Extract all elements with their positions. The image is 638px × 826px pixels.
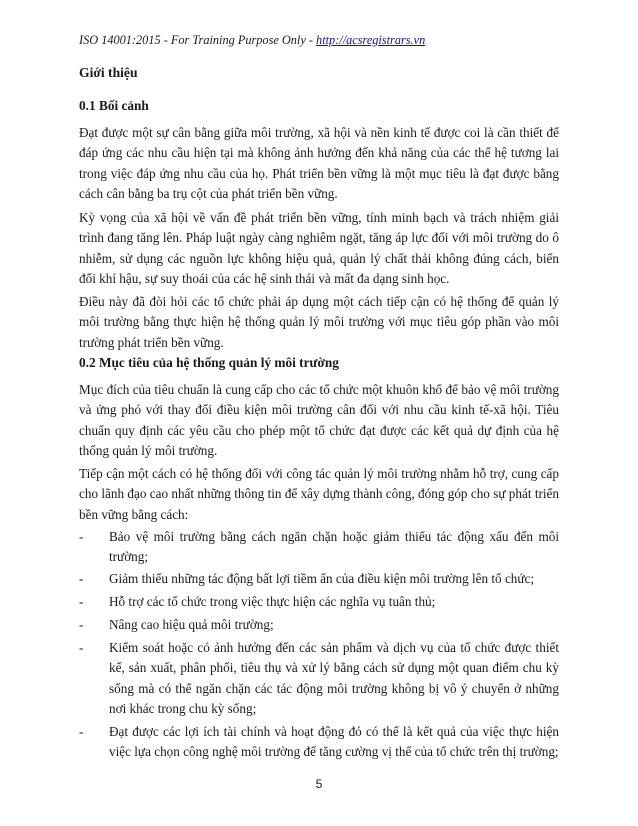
bullet-marker: -: [79, 571, 84, 586]
section-heading-context: 0.1 Bối cảnh: [79, 98, 149, 113]
section-heading-objectives: 0.2 Mục tiêu của hệ thống quản lý môi trường: [79, 355, 339, 370]
paragraph: Điều này đã đòi hỏi các tổ chức phải áp dụng một cách tiếp cận có hệ thống để quản lý môi trường bằng thực hiện hệ thống quản lý môi trường với mục tiêu góp phần vào môi trường phát triển bền vững.: [79, 294, 559, 350]
list-item: [79, 592, 559, 612]
bullet-marker: -: [79, 724, 84, 739]
list-item: [79, 722, 559, 763]
list-item-text: Nâng cao hiệu quả môi trường;: [109, 617, 274, 632]
bullet-marker: -: [79, 594, 84, 609]
list-item-text: Bảo vệ môi trường bằng cách ngăn chặn hoặc giảm thiểu tác động xấu đến môi trường;: [109, 529, 559, 565]
list-item-text: Đạt được các lợi ích tài chính và hoạt động đó có thể là kết quả của việc thực hiện việc lựa chọn công nghệ môi trường để tăng cường vị thế của tổ chức trên thị trường;: [109, 724, 559, 760]
list-item-text: Hỗ trợ các tổ chức trong việc thực hiện các nghĩa vụ tuân thủ;: [109, 594, 436, 609]
paragraph: Đạt được một sự cân bằng giữa môi trường, xã hội và nền kinh tế được coi là cần thiết để đáp ứng các nhu cầu hiện tại mà không ảnh hưởng đến khả năng của các thế hệ tương lai trong việc đáp ứng nhu cầu của họ. Phát triển bền vững là một mục tiêu là đạt được bằng cách cân bằng ba trụ cột của phát triển bền vững.: [79, 125, 559, 201]
list-item: [79, 569, 559, 589]
paragraph: Mục đích của tiêu chuẩn là cung cấp cho các tổ chức một khuôn khổ để bảo vệ môi trường và ứng phó với thay đổi điều kiện môi trường cân đối với nhu cầu kinh tế-xã hội. Tiêu chuẩn quy định các yêu cầu cho phép một tổ chức đạt được các kết quả dự định của hệ thống quản lý môi trường.: [79, 382, 559, 458]
list-item-text: Giảm thiểu những tác động bất lợi tiềm ẩn của điều kiện môi trường lên tổ chức;: [109, 571, 535, 586]
bullet-marker: -: [79, 617, 84, 632]
list-item: [79, 638, 559, 719]
page-number: 5: [315, 777, 323, 791]
header-link[interactable]: http://acsregistrars.vn: [316, 33, 426, 47]
running-header: [79, 33, 425, 48]
document-title: Giới thiệu: [79, 65, 138, 80]
list-item: [79, 527, 559, 568]
paragraph: Kỳ vọng của xã hội về vấn đề phát triển bền vững, tính minh bạch và trách nhiệm giải trình đang tăng lên. Pháp luật ngày càng nghiêm ngặt, tăng áp lực đối với môi trường do ô nhiễm, sử dụng các nguồn lực không hiệu quả, quản lý chất thải không đúng cách, biến đổi khí hậu, sự suy thoái của các hệ sinh thái và mất đa dạng sinh học.: [79, 210, 559, 286]
list-item-text: Kiểm soát hoặc có ảnh hưởng đến các sản phẩm và dịch vụ của tổ chức được thiết kế, sản xuất, phân phối, tiêu thụ và xử lý bằng cách sử dụng một quan điểm chu kỳ sống mà có thể ngăn chặn các tác động môi trường không bị vô ý chuyển ở những nơi khác trong chu kỳ sống;: [109, 640, 559, 716]
list-item: [79, 615, 559, 635]
bullet-marker: -: [79, 529, 84, 544]
paragraph: Tiếp cận một cách có hệ thống đối với công tác quản lý môi trường nhằm hỗ trợ, cung cấp cho lãnh đạo cao nhất những thông tin để xây dựng thành công, đóng góp cho sự phát triển bền vững bằng cách:: [79, 466, 559, 522]
header-text: ISO 14001:2015 - For Training Purpose Only -: [79, 33, 317, 47]
bullet-marker: -: [79, 640, 84, 655]
